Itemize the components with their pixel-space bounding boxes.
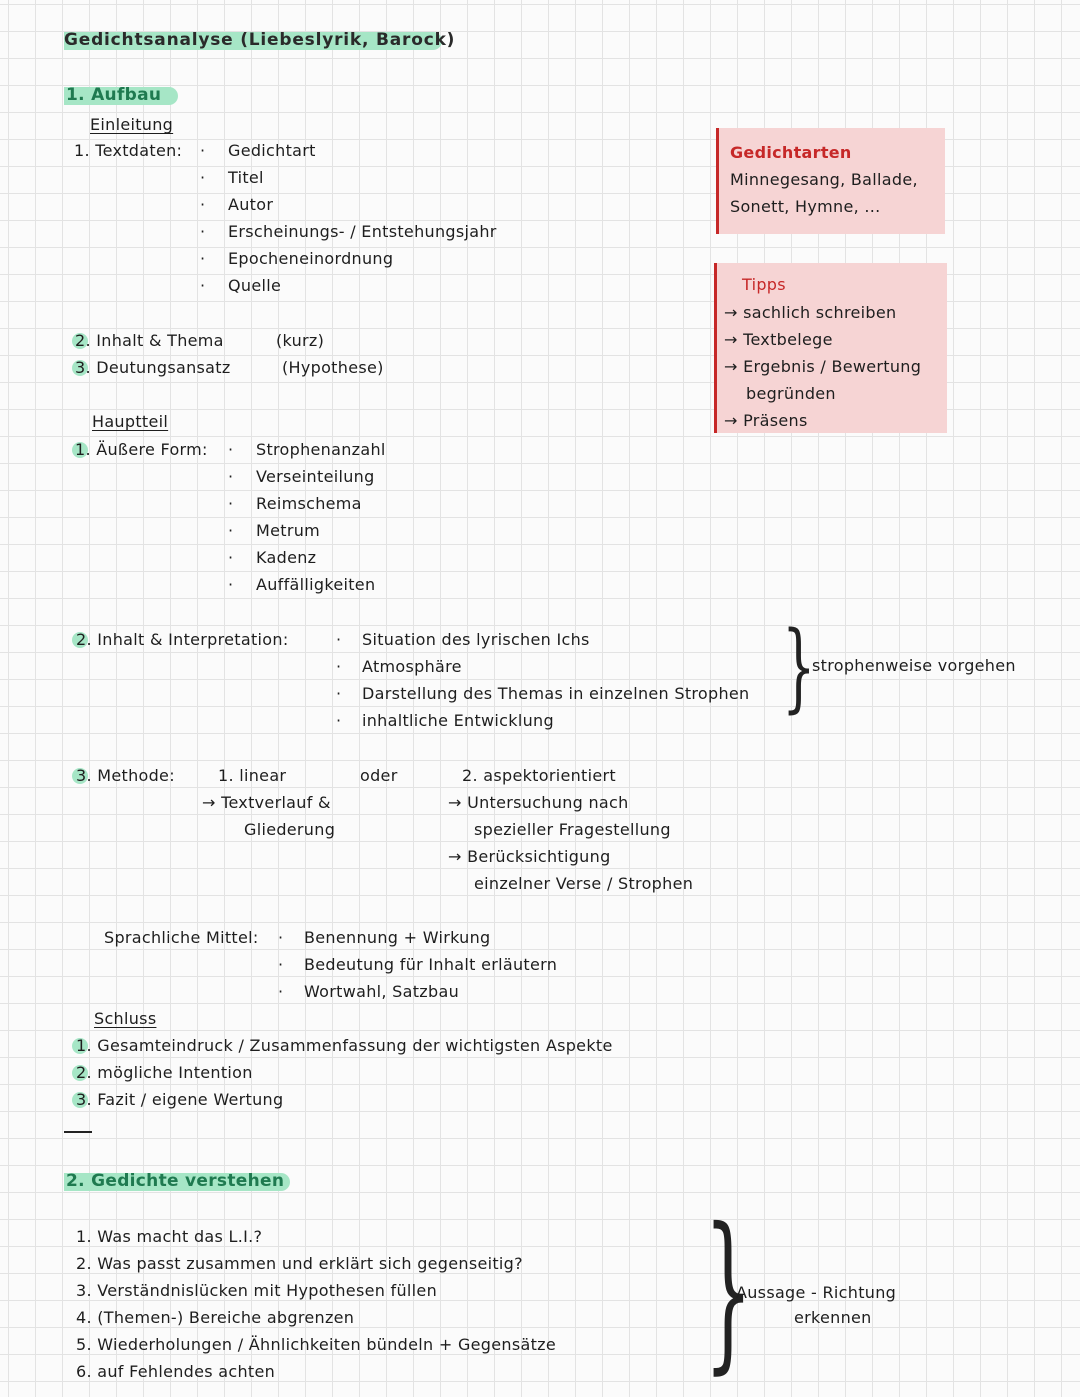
curly-brace-icon: } (704, 1192, 753, 1390)
tipps-item: → Textbelege (724, 330, 833, 349)
aussage-note: erkennen (794, 1308, 872, 1327)
inhalt-interpretation-label: 2. Inhalt & Interpretation: (76, 630, 289, 649)
inhalt-item: Darstellung des Themas in einzelnen Strophen (362, 684, 750, 703)
inhalt-item: Situation des lyrischen Ichs (362, 630, 590, 649)
aspekt-detail: einzelner Verse / Strophen (474, 874, 694, 893)
schluss-heading: Schluss (94, 1009, 157, 1028)
gedichtarten-title: Gedichtarten (730, 143, 852, 162)
methode-linear: 1. linear (218, 766, 287, 785)
methode-oder: oder (360, 766, 398, 785)
schluss-item: 3. Fazit / eigene Wertung (76, 1090, 284, 1109)
inhalt-thema-note: (kurz) (276, 331, 325, 350)
form-item: Auffälligkeiten (256, 575, 376, 594)
form-item: Verseinteilung (256, 467, 375, 486)
bullet: · (336, 657, 342, 676)
gedichtarten-line: Sonett, Hymne, ... (730, 197, 881, 216)
methode-label: 3. Methode: (76, 766, 175, 785)
bullet: · (278, 928, 284, 947)
verstehen-item: 6. auf Fehlendes achten (76, 1362, 276, 1381)
schluss-item: 2. mögliche Intention (76, 1063, 253, 1082)
mittel-item: Wortwahl, Satzbau (304, 982, 460, 1001)
textdaten-label: 1. Textdaten: (74, 141, 183, 160)
bullet: · (278, 982, 284, 1001)
curly-brace-icon: } (782, 611, 816, 723)
section-title-aufbau: 1. Aufbau (66, 85, 162, 105)
textdaten-item: Gedichtart (228, 141, 316, 160)
page-title: Gedichtsanalyse (Liebeslyrik, Barock) (64, 30, 456, 50)
bullet: · (200, 249, 206, 268)
gedichtarten-line: Minnegesang, Ballade, (730, 170, 918, 189)
einleitung-heading: Einleitung (90, 115, 174, 134)
bullet: · (200, 195, 206, 214)
strophenweise-note: strophenweise vorgehen (812, 656, 1016, 675)
linear-detail: Gliederung (244, 820, 336, 839)
textdaten-item: Autor (228, 195, 274, 214)
mittel-item: Benennung + Wirkung (304, 928, 491, 947)
bullet: · (200, 168, 206, 187)
tipps-item: → Präsens (724, 411, 808, 430)
form-item: Reimschema (256, 494, 362, 513)
textdaten-item: Erscheinungs- / Entstehungsjahr (228, 222, 497, 241)
linear-detail: → Textverlauf & (202, 793, 331, 812)
bullet: · (200, 276, 206, 295)
aeussere-form-label: 1. Äußere Form: (75, 440, 208, 459)
hauptteil-heading: Hauptteil (92, 412, 169, 431)
methode-aspekt: 2. aspektorientiert (462, 766, 616, 785)
bullet: · (228, 575, 234, 594)
inhalt-item: Atmosphäre (362, 657, 462, 676)
verstehen-item: 2. Was passt zusammen und erklärt sich gegenseitig? (76, 1254, 523, 1273)
textdaten-item: Titel (228, 168, 264, 187)
aspekt-detail: → Berücksichtigung (448, 847, 611, 866)
verstehen-item: 1. Was macht das L.I.? (76, 1227, 263, 1246)
deutungsansatz-label: 3. Deutungsansatz (75, 358, 231, 377)
bullet: · (200, 222, 206, 241)
bullet: · (228, 494, 234, 513)
schluss-item: 1. Gesamteindruck / Zusammenfassung der wichtigsten Aspekte (76, 1036, 613, 1055)
bullet: · (336, 630, 342, 649)
verstehen-item: 3. Verständnislücken mit Hypothesen füllen (76, 1281, 438, 1300)
form-item: Strophenanzahl (256, 440, 386, 459)
bullet: · (336, 711, 342, 730)
form-item: Metrum (256, 521, 321, 540)
inhalt-item: inhaltliche Entwicklung (362, 711, 554, 730)
section-title-verstehen: 2. Gedichte verstehen (66, 1171, 285, 1191)
deutungsansatz-note: (Hypothese) (282, 358, 384, 377)
bullet: · (228, 521, 234, 540)
bullet: · (228, 440, 234, 459)
divider (64, 1131, 92, 1133)
verstehen-item: 5. Wiederholungen / Ähnlichkeiten bündeln + Gegensätze (76, 1335, 556, 1354)
inhalt-thema-label: 2. Inhalt & Thema (75, 331, 224, 350)
bullet: · (336, 684, 342, 703)
bullet: · (228, 467, 234, 486)
bullet: · (200, 141, 206, 160)
form-item: Kadenz (256, 548, 317, 567)
tipps-item: begründen (746, 384, 836, 403)
textdaten-item: Epocheneinordnung (228, 249, 394, 268)
verstehen-item: 4. (Themen-) Bereiche abgrenzen (76, 1308, 355, 1327)
aspekt-detail: spezieller Fragestellung (474, 820, 671, 839)
bullet: · (228, 548, 234, 567)
tipps-title: Tipps (742, 275, 786, 294)
bullet: · (278, 955, 284, 974)
sprachliche-mittel-label: Sprachliche Mittel: (104, 928, 259, 947)
aussage-note: Aussage - Richtung (736, 1283, 897, 1302)
tipps-item: → Ergebnis / Bewertung (724, 357, 922, 376)
mittel-item: Bedeutung für Inhalt erläutern (304, 955, 558, 974)
tipps-item: → sachlich schreiben (724, 303, 897, 322)
textdaten-item: Quelle (228, 276, 282, 295)
aspekt-detail: → Untersuchung nach (448, 793, 629, 812)
